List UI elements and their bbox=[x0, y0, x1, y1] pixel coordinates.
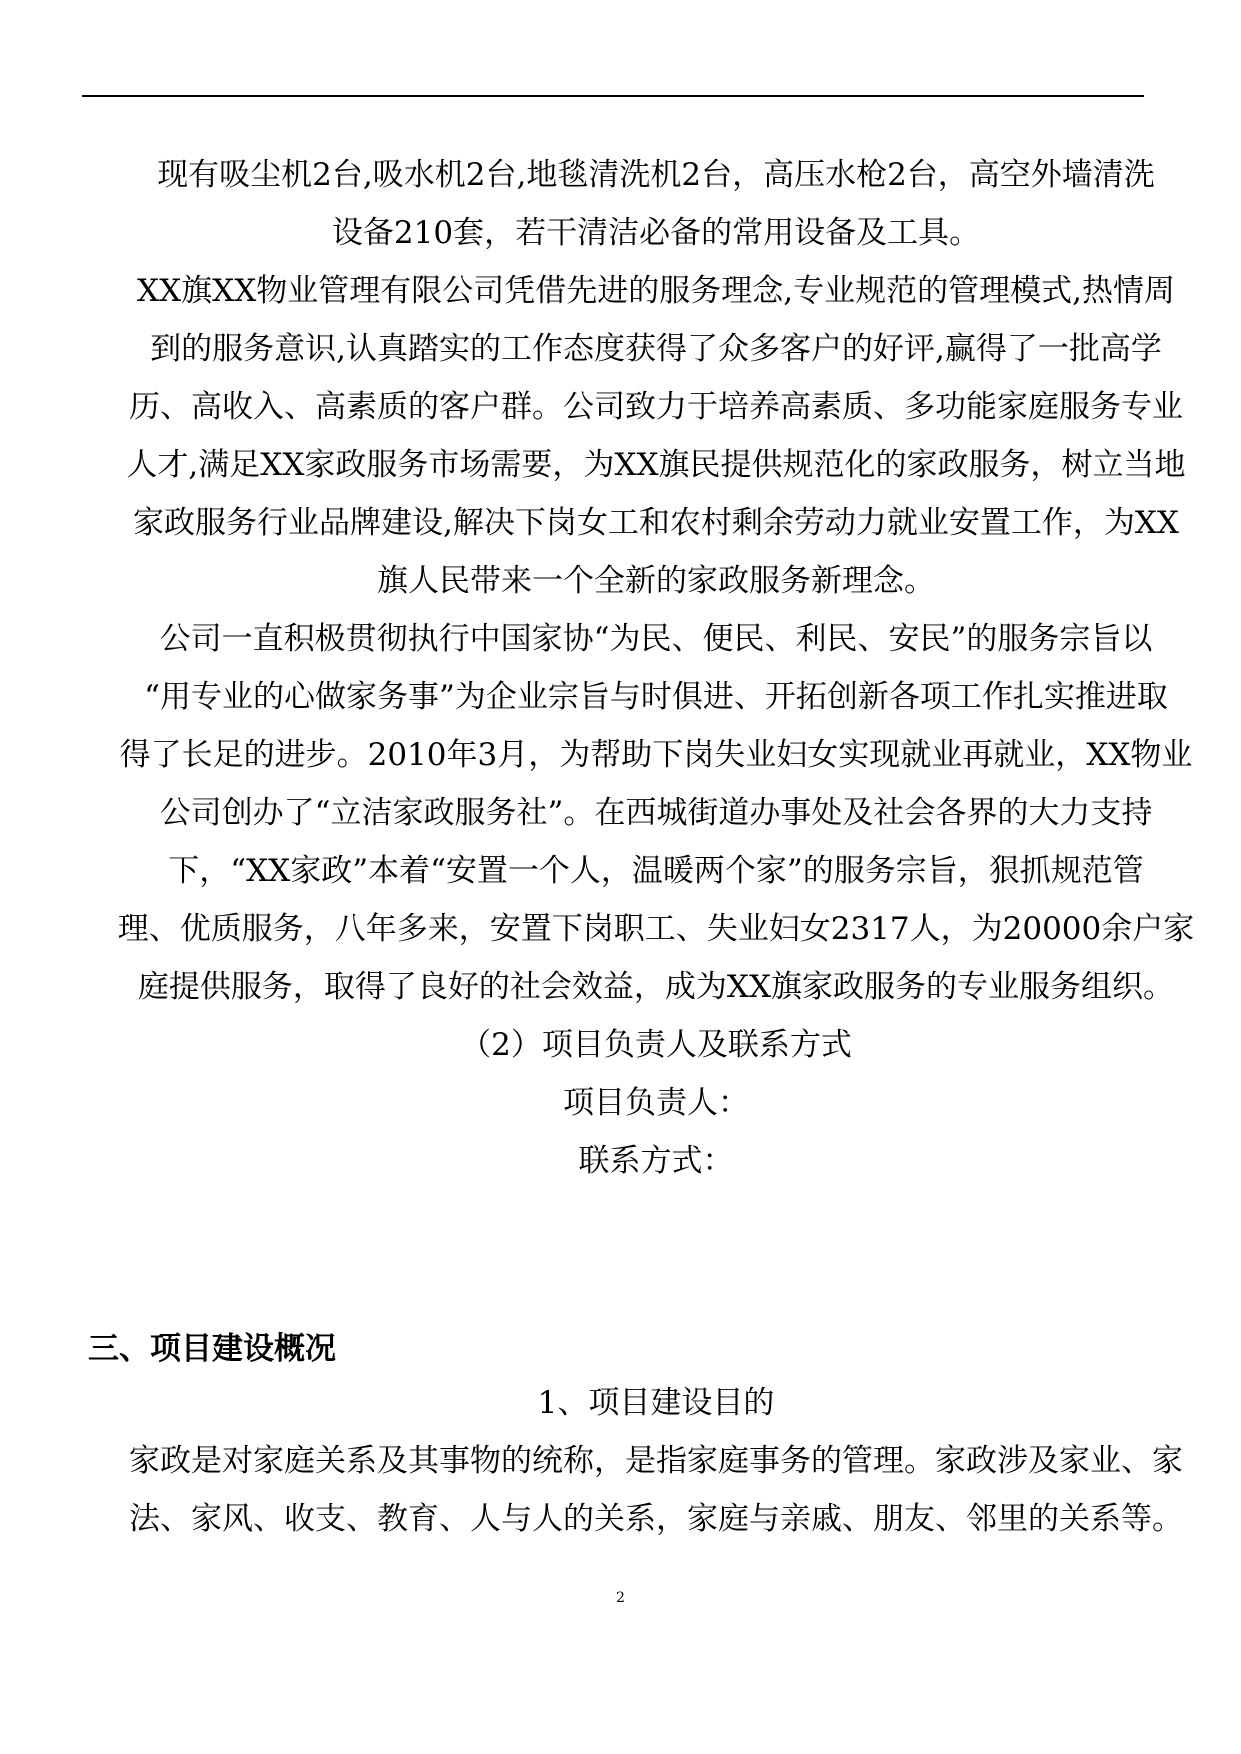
text-line: 家政服务行业品牌建设,解决下岗女工和农村剩余劳动力就业安置工作，为XX bbox=[133, 505, 1179, 541]
text-line: 到的服务意识,认真踏实的工作态度获得了众多客户的好评,赢得了一批高学 bbox=[150, 331, 1162, 367]
text-line: 公司创办了“立洁家政服务社”。在西城街道办事处及社会各界的大力支持 bbox=[159, 795, 1153, 831]
section-body bbox=[86, 1374, 1226, 1548]
text-line: 理、优质服务，八年多来，安置下岗职工、失业妇女2317人，为20000余户家 bbox=[117, 911, 1195, 947]
text-line: 历、高收入、高素质的客户群。公司致力于培养高素质、多功能家庭服务专业 bbox=[129, 389, 1183, 425]
section-heading: 三、项目建设概况 bbox=[88, 1331, 336, 1367]
text-line: 旗人民带来一个全新的家政服务新理念。 bbox=[377, 563, 935, 599]
text-line: 公司一直积极贯彻执行中国家协“为民、便民、利民、安民”的服务宗旨以 bbox=[159, 621, 1153, 657]
text-line: 设备210套，若干清洁必备的常用设备及工具。 bbox=[331, 215, 981, 251]
text-line: 庭提供服务，取得了良好的社会效益，成为XX旗家政服务的专业服务组织。 bbox=[137, 969, 1175, 1005]
text-line: 得了长足的进步。2010年3月，为帮助下岗失业妇女实现就业再就业，XX物业 bbox=[119, 737, 1193, 773]
text-line: 法、家风、收支、教育、人与人的关系，家庭与亲戚、朋友、邻里的关系等。 bbox=[129, 1501, 1183, 1537]
page-number: 2 bbox=[616, 1590, 625, 1606]
text-line: XX旗XX物业管理有限公司凭借先进的服务理念,专业规范的管理模式,热情周 bbox=[137, 273, 1175, 309]
text-line: 家政是对家庭关系及其事物的统称，是指家庭事务的管理。家政涉及家业、家 bbox=[129, 1443, 1183, 1479]
subsection-title: 1、项目建设目的 bbox=[537, 1385, 775, 1421]
text-line: 下，“XX家政”本着“安置一个人，温暖两个家”的服务宗旨，狠抓规范管 bbox=[168, 853, 1144, 889]
contact-label: 联系方式： bbox=[578, 1143, 734, 1179]
header-rule bbox=[82, 95, 1144, 97]
text-line: “用专业的心做家务事”为企业宗旨与时俱进、开拓创新各项工作扎实推进取 bbox=[144, 679, 1168, 715]
project-leader-label: 项目负责人： bbox=[563, 1085, 749, 1121]
text-line: 人才,满足XX家政服务市场需要，为XX旗民提供规范化的家政服务，树立当地 bbox=[126, 447, 1186, 483]
text-line: 现有吸尘机2台,吸水机2台,地毯清洗机2台，高压水枪2台，高空外墙清洗 bbox=[157, 157, 1155, 193]
subheading-contact: （2）项目负责人及联系方式 bbox=[460, 1027, 852, 1063]
body-text bbox=[86, 146, 1226, 1190]
